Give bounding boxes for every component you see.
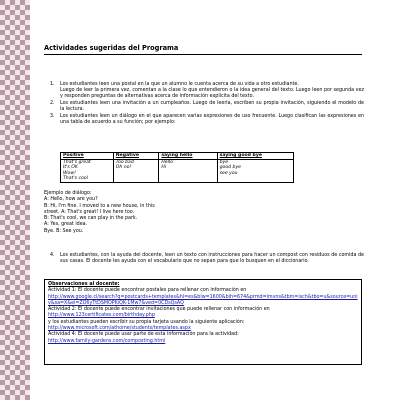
phrase: It's OK: [63, 165, 78, 171]
activity-item: [44, 101, 364, 113]
activity-text: Los estudiantes, con la ayuda del docente, leen un texto con instrucciones para hacer un compost con residuos de comida de sus casas. El docente les ayuda con el vocabulario que no sepan para que lo busquen en el diccionario.: [60, 253, 364, 265]
activity-number: 1.: [50, 82, 55, 87]
table-cell-hello: [159, 159, 217, 182]
activity-number: 2.: [50, 101, 55, 107]
activities-list: [44, 82, 364, 127]
phrase: That's great: [63, 159, 91, 165]
observation-link[interactable]: http://www.123certificates.com/birthday.php: [48, 313, 155, 319]
observations-title: Observaciones al docente:: [48, 282, 120, 287]
column-header: Negative: [113, 153, 159, 160]
dialogue-line: Bye. B: See you.: [44, 228, 84, 234]
activity-text: Los estudiantes leen un diálogo en el que aparecen varias expresiones de uso frecuente. Luego clasifican las expresiones en una tabla de acuerdo a su función; por ejemplo:: [60, 114, 364, 126]
phrase: good bye: [219, 165, 241, 171]
observation-text: Actividad 1: El docente puede encontrar postales para rellenar con información en: [48, 288, 247, 294]
activity-item: [44, 114, 364, 126]
column-header: saying hello: [159, 153, 217, 160]
phrase-classification-table: [60, 152, 294, 183]
dialogue-line: B: That's cool, we can play in the park.: [44, 216, 138, 222]
dialogue-label: Ejemplo de diálogo:: [44, 191, 92, 196]
dialogue-line: B: Hi, I'm fine. I moved to a new house, in this: [44, 203, 155, 209]
observation-link[interactable]: http://www.microsoft.com/athome/students/templates.aspx: [48, 326, 191, 332]
phrase: Wow!: [63, 170, 76, 176]
phrase: Hi: [161, 165, 167, 171]
activity-item: [44, 82, 364, 101]
activity-text: Los estudiantes leen una invitación a un cumpleaños. Luego de leerla, escriben su propia invitación, siguiendo el modelo de la lectura.: [60, 101, 364, 113]
observation-link[interactable]: http://www.google.cl/search?q=postcards+templates&hl=es&biw=1600&bih=674&prmd=imvns&tbm=isch&tbo=u&source=univ&sa=X&ei=ZO6yTtDSMOPKiQK-1Mw7&ved=0CDsQsAQ: [48, 294, 358, 306]
table-cell-positive: [61, 159, 114, 182]
activity-number: 4.: [50, 253, 55, 258]
observation-text: Actividad 4: El docente puede usar parte de esta información para la actividad:: [48, 332, 239, 338]
table-cell-negative: [113, 159, 159, 182]
phrase: see you: [219, 170, 238, 176]
activity-item-4: [44, 253, 364, 265]
phrase: Hello: [161, 159, 173, 165]
decorative-side-strip: [0, 0, 30, 400]
dialogue-line: street. A: That's great! I live here too.: [44, 209, 135, 215]
column-header: Positive: [61, 153, 114, 160]
observation-link[interactable]: http://www.family-gardens.com/composting.html: [48, 338, 166, 344]
activity-text: Luego de leer la primera vez, comentan a la clase lo que entendieron o la idea general del texto. Luego leen por segunda vez y responden preguntas de alternativas acerca de información explícita del texto.: [60, 88, 364, 100]
phrase: Oh no!: [115, 165, 132, 171]
phrase: That's cool: [63, 176, 88, 182]
observation-text: y los estudiantes pueden escribir su propia tarjeta usando la siguiente aplicación:: [48, 319, 245, 325]
phrase: Too bad: [115, 159, 134, 165]
table-row: [61, 159, 294, 182]
dialogue-line: A: Hello, how are you?: [44, 197, 98, 203]
title-underline: [44, 54, 362, 55]
table-header-row: [61, 153, 294, 160]
page-title: Actividades sugeridas del Programa: [44, 44, 179, 52]
dialogue-example: [44, 191, 364, 235]
activity-text: Los estudiantes leen una postal en la que un alumno le cuenta acerca de su vida a otro estudiante.: [60, 82, 299, 87]
table-cell-goodbye: [217, 159, 293, 182]
column-header: saying good bye: [217, 153, 293, 160]
activity-number: 3.: [50, 114, 55, 120]
observation-text: Actividad 2: El docente puede encontrar invitaciones que puede rellenar con información en: [48, 307, 270, 313]
teacher-observations-box: [44, 279, 362, 365]
phrase: bye: [219, 159, 229, 165]
dialogue-line: A: Yes, great idea.: [44, 222, 88, 228]
